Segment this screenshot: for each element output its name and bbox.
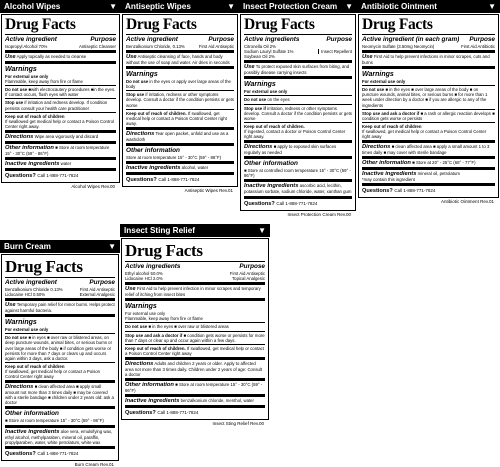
use-text: Temporary pain relief for minor burns. Helps protect against harmful bacteria. xyxy=(5,302,115,314)
revision-footer: Antibiotic Ointment Rev.01 xyxy=(441,199,494,205)
ingredient-purpose: First Aid Antiseptic xyxy=(79,287,115,292)
drug-facts-panel xyxy=(122,14,238,187)
donotuse-text: ■ in eyes ■ over raw or blistered areas, on deep puncture wounds, animal bites, or serious burns or over large areas of the body ■ if condition gets worse or persists for more than 7 days or clears up and occurs again within 3 days, ask a doctor. xyxy=(5,335,113,361)
product-name: Insect Sting Relief xyxy=(124,226,195,235)
inactive-label: Inactive ingredients xyxy=(5,161,60,168)
use-text: First Aid to help prevent infection in minor scrapes and temporary relief of itching from insect bites xyxy=(125,286,261,298)
inactive-label: Inactive ingredients xyxy=(125,398,180,405)
other-text: ■ Store at controlled room temperature 15° - 30°C (59° - 86°F) xyxy=(244,168,351,179)
alcohol-wipes-header xyxy=(0,0,121,13)
use-text: To protect exposed skin surfaces from biting, and possibly disease carrying insects xyxy=(244,64,350,76)
directions-text: ■ apply to exposed skin surfaces regularly as needed xyxy=(244,144,337,156)
active-label: Active ingredient xyxy=(126,36,178,43)
keepout-label: Keep out of reach of children. xyxy=(126,110,187,116)
revision-footer: Insect Protection Cream Rev.00 xyxy=(287,211,351,217)
donotuse-label: Do not use xyxy=(125,324,148,330)
revision-footer: Insect Sting Relief Rev.00 xyxy=(212,421,264,427)
warnings-label: Warnings xyxy=(126,71,158,79)
drug-facts-title: Drug Facts xyxy=(125,241,203,260)
ingredient-purpose: Topical Analgesic xyxy=(232,276,265,282)
donotuse-text: on the eyes xyxy=(267,97,290,103)
revision-footer: Alcohol Wipes Rev.00 xyxy=(71,184,115,190)
keepout-label: Keep out of reach of children. xyxy=(125,345,186,351)
stopuse-text: if irritation, redness or other symptoms develop. Consult a doctor if the condition persists or gets worse xyxy=(126,92,234,108)
donotuse-label: Do not use xyxy=(5,87,28,93)
purpose-label: Purpose xyxy=(469,36,495,43)
insect-cream-header xyxy=(239,0,357,13)
directions-label: Directions xyxy=(362,144,391,151)
stopuse-label: Stop use and ask a doctor if xyxy=(362,110,420,116)
warn-flammable: Flammable, keep away from fire or flame xyxy=(5,79,83,85)
burn-cream-header xyxy=(0,240,120,253)
warn-flammable: Flammable, keep away from fire or flame xyxy=(125,316,203,322)
keepout-text: If swallowed, get medical help or contact a Poison Control Center right away xyxy=(125,345,265,356)
inactive-text: water xyxy=(60,161,72,167)
warnings-label: Warnings xyxy=(362,71,394,79)
active-label: Active ingredient xyxy=(5,36,57,43)
other-text: Store at room temperature 15° - 30°C (59° - 86°F) xyxy=(126,155,221,161)
directions-label: Directions xyxy=(244,144,273,151)
product-name: Insect Protection Cream xyxy=(243,2,338,11)
dropdown-arrow-icon: ▼ xyxy=(227,1,235,11)
drug-facts-title: Drug Facts xyxy=(5,257,83,276)
keepout-text: If swallowed, get medical help or contact a Poison Control Center right away xyxy=(362,128,487,140)
ingredient-name: Lidocaine HCl 2.0% xyxy=(125,276,163,282)
active-label: Active ingredients xyxy=(125,263,181,270)
drug-facts-panel xyxy=(358,14,499,198)
use-label: Use xyxy=(125,286,136,293)
active-name: Neomycin Sulfate (3.50mg Neomycin) xyxy=(362,44,435,49)
active-purpose: First Aid Antibiotic xyxy=(461,44,495,49)
keepout-text: If swallowed get medical help or contact a Poison Control Center right away. xyxy=(5,118,114,129)
directions-label: Directions xyxy=(126,130,155,137)
inactive-text: ascorbic acid, lecithin, potassium sorbate, sodium chloride, water, xanthan gum xyxy=(244,183,352,195)
warnings-label: Warnings xyxy=(125,303,157,311)
product-name: Alcohol Wipes xyxy=(4,2,61,11)
warn-external: For external use only xyxy=(125,311,166,317)
drug-facts-panel xyxy=(1,254,119,461)
active-name: Benzalkonium Chloride, 0.13% xyxy=(126,44,185,49)
inactive-note: *may contain this ingredient xyxy=(362,177,415,183)
antiseptic-wipes-card xyxy=(121,0,239,215)
directions-text: ■ clean affected area ■ apply small amount not more than 3 times daily ■ may be covered with a sterile bandage ■ children under 2 years old: ask a doctor xyxy=(5,384,114,406)
use-label: Use xyxy=(362,54,373,61)
donotuse-label: Do not use xyxy=(244,97,267,103)
keepout-text: If ingested, contact a doctor or Poison Control Center right away. xyxy=(244,128,346,140)
product-name: Burn Cream xyxy=(4,242,51,251)
dropdown-arrow-icon: ▼ xyxy=(488,1,496,11)
ingredients-purpose: Insect Repellent xyxy=(318,49,352,54)
questions-label: Questions? xyxy=(5,450,36,457)
ingredient-2: Sodium Lauryl Sulfate 1% xyxy=(244,49,294,55)
use-text: Apply topically as needed to cleanse xyxy=(16,54,87,60)
antibiotic-ointment-card xyxy=(357,0,500,247)
warn-external: For external use only xyxy=(5,327,49,333)
directions-text: Adults and children 2 years or older. Apply to affected area not more than 3 times daily. Children under 2 years of age: Consult a doctor xyxy=(125,360,263,378)
keepout-label: Keep out of reach of children xyxy=(362,123,422,129)
drug-facts-panel xyxy=(240,14,356,211)
purpose-label: Purpose xyxy=(326,36,352,43)
dropdown-arrow-icon: ▼ xyxy=(108,241,116,251)
inactive-text: benzalkonium chloride, menthol, water xyxy=(180,398,254,404)
burn-cream-card xyxy=(0,240,120,467)
questions-label: Questions? xyxy=(362,188,393,195)
warnings-label: Warnings xyxy=(5,66,37,74)
use-label: Use xyxy=(5,54,16,61)
other-label: Other information xyxy=(5,144,54,151)
ingredient-name: Benzalkonium Chloride 0.13% xyxy=(5,287,63,292)
inactive-text: mineral oil, petrolatum xyxy=(417,171,460,177)
drug-facts-title: Drug Facts xyxy=(126,16,197,33)
other-text: ■ Store at 20° - 25°C (68° - 77°F) xyxy=(412,160,476,166)
warn-external: For external use only xyxy=(5,74,49,80)
active-purpose: First Aid Antiseptic xyxy=(198,44,234,49)
warnings-label: Warnings xyxy=(5,319,37,327)
donotuse-label: Do not use xyxy=(5,335,28,341)
directions-label: Directions xyxy=(125,360,154,367)
keepout-text: If swallowed, get medical help or contact a Poison Control Center right away. xyxy=(126,110,227,126)
other-label: Other information xyxy=(362,160,411,167)
inactive-label: Inactive ingredients xyxy=(126,165,181,172)
insect-protection-cream-card xyxy=(239,0,357,259)
antibiotic-header xyxy=(357,0,500,13)
stopuse-text: ■ condition gets worse or persists for more than 7 days or clear up and occur again within a few days. xyxy=(125,332,265,343)
drug-facts-panel xyxy=(1,14,120,183)
warn-external: For external use only xyxy=(362,79,406,85)
product-name: Antiseptic Wipes xyxy=(125,2,191,11)
inactive-label: Inactive ingredients xyxy=(5,428,60,435)
use-label: Use xyxy=(5,302,16,309)
questions-text: Call 1-888-771-7824 xyxy=(157,410,199,416)
use-label: Use xyxy=(126,54,137,61)
questions-text: Call 1-888-771-7824 xyxy=(158,177,200,183)
inactive-text: aloe vera, emulsifying wax, ethyl alcohol, methylparaben, mineral oil, paraffin, propylparaben, water, white petrolatum, white wax xyxy=(5,428,113,445)
directions-label: Directions xyxy=(5,133,34,140)
purpose-label: Purpose xyxy=(90,36,116,43)
use-label: Use xyxy=(244,64,255,71)
other-text: ■ Store at room temperature 15° - 30°C (59° - 86°F) xyxy=(5,144,110,156)
stopuse-label: Stop use xyxy=(5,100,24,106)
directions-label: Directions xyxy=(5,384,34,391)
warnings-label: Warnings xyxy=(244,81,276,89)
active-label: Active ingredients xyxy=(244,36,300,43)
active-label: Active ingredient xyxy=(5,279,57,286)
other-label: Other information xyxy=(244,160,298,168)
ingredient-purpose: First Aid Antiseptic xyxy=(229,271,265,276)
keepout-text: If swallowed, get medical help or contact a Poison Control Center right away xyxy=(5,368,101,380)
active-label: Active ingredient (in each gram) xyxy=(362,36,460,43)
dropdown-arrow-icon: ▼ xyxy=(345,1,353,11)
drug-facts-title: Drug Facts xyxy=(5,16,76,33)
keepout-label: Keep out of reach of children xyxy=(5,113,65,119)
active-name: Isopropyl Alcohol 70% xyxy=(5,44,48,49)
inactive-label: Inactive ingredients xyxy=(244,183,299,190)
ingredient-name: Ethyl alcohol 50.0% xyxy=(125,271,163,276)
antiseptic-wipes-header xyxy=(121,0,239,13)
donotuse-label: Do not use xyxy=(362,87,385,93)
donotuse-label: Do not use xyxy=(126,79,149,85)
inactive-text: alcohol, water xyxy=(181,165,209,171)
drug-facts-panel xyxy=(121,238,269,420)
stopuse-text: irritation, redness or other symptoms develop. Consult a doctor if the condition persists or gets worse xyxy=(244,105,352,121)
dropdown-arrow-icon: ▼ xyxy=(109,1,117,11)
revision-footer: Antiseptic Wipes Rev.01 xyxy=(184,188,233,194)
questions-text: Call 1-888-771-7824 xyxy=(37,173,79,179)
other-label: Other information xyxy=(125,382,174,389)
ingredient-name: Lidocaine HCl 0.50% xyxy=(5,292,46,298)
stopuse-label: Stop use and ask a doctor if xyxy=(125,332,183,338)
purpose-label: Purpose xyxy=(239,263,265,270)
directions-text: Wipe area vigorously and discard xyxy=(34,133,99,139)
insect-sting-relief-card xyxy=(120,224,270,461)
dropdown-arrow-icon: ▼ xyxy=(258,225,266,235)
questions-text: Call 1-888-771-7824 xyxy=(276,200,318,206)
questions-label: Questions? xyxy=(5,173,36,180)
active-purpose: Antiseptic Cleanser xyxy=(78,44,116,49)
stopuse-text: ■ a rash or allergic reaction develops ■ condition gets worse or persists xyxy=(362,110,495,121)
drug-facts-title: Drug Facts xyxy=(244,16,315,33)
stopuse-label: Stop use if xyxy=(244,105,266,111)
donotuse-items: ■ in the eyes ■ over raw or blistered areas xyxy=(148,324,229,330)
other-text: ■ Store at room temperature 15° - 30°C (59° - 86°F) xyxy=(125,382,263,394)
donotuse-items: ■with electrocautery procedures ■in the eyes. If contact occurs, flush eyes with water xyxy=(5,87,116,98)
drug-facts-title: Drug Facts xyxy=(362,16,433,33)
inactive-label: Inactive ingredients xyxy=(362,171,417,178)
questions-label: Questions? xyxy=(125,410,156,417)
donotuse-text: in the eyes or apply over large areas of the body xyxy=(126,79,231,90)
other-text: ■ Store at room temperature 15° - 30°C (59° - 86°F) xyxy=(5,418,104,424)
questions-label: Questions? xyxy=(126,177,157,184)
other-label: Other information xyxy=(126,147,180,155)
ingredient-3: Soybean Oil 2% xyxy=(244,54,275,60)
purpose-label: Purpose xyxy=(89,279,115,286)
keepout-label: Keep out of reach of children xyxy=(5,363,65,369)
questions-text: Call 1-888-771-7824 xyxy=(394,188,436,194)
use-text: Antiseptic cleansing of face, hands and body without the use of soap and water. Air dries in seconds xyxy=(126,54,230,66)
directions-text: ■ clean affected area ■ apply a small amount 1 to 3 times daily ■ may cover with sterile bandage xyxy=(362,144,490,156)
donotuse-text: ■ in the eyes ■ over large areas of the body ■ on puncture wounds, animal bites, or serious burns ■ for more than 1 week under direction by a doctor ■ if you are allergic to any of the ingredients xyxy=(362,87,488,108)
questions-label: Questions? xyxy=(244,200,275,207)
directions-text: Tear open packet, unfold and use as a washcloth xyxy=(126,130,229,142)
warn-external: For external use only xyxy=(244,89,288,95)
ingredient-1: Citronella Oil 2% xyxy=(244,44,277,49)
use-text: First Aid to help prevent infections in minor scrapes, cuts and burns xyxy=(362,54,490,66)
purpose-label: Purpose xyxy=(208,36,234,43)
alcohol-wipes-card xyxy=(0,0,121,233)
questions-text: Call 1-888-771-7824 xyxy=(37,450,79,456)
product-name: Antibiotic Ointment xyxy=(361,2,437,11)
sting-relief-header xyxy=(120,224,270,237)
keepout-label: Keep out of reach of children. xyxy=(244,123,305,129)
stopuse-label: Stop use xyxy=(126,92,145,98)
other-label: Other information xyxy=(5,410,59,418)
revision-footer: Burn Cream Rev.01 xyxy=(74,461,114,467)
stopuse-text: if irritation and redness develop. If condition persists consult your health care practitioner xyxy=(5,100,108,111)
ingredient-purpose: External Analgesic xyxy=(79,292,115,298)
